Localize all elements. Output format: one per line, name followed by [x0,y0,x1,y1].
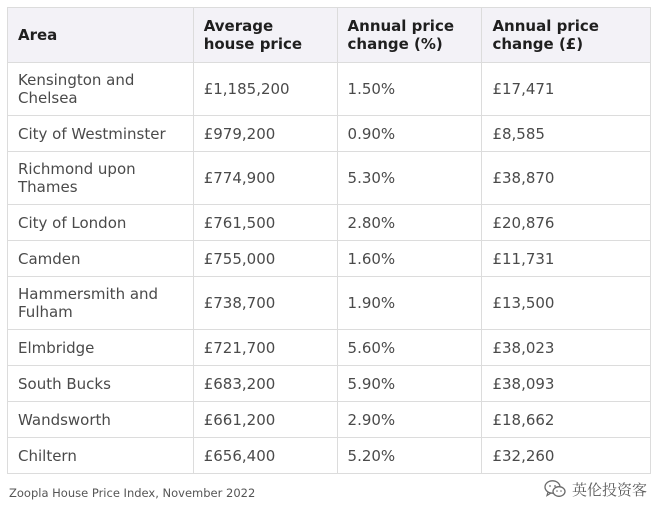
table-row [8,366,651,402]
cell-change-percent: 5.60% [337,330,482,366]
watermark-text: 英伦投资客 [571,480,647,499]
wechat-icon [544,479,566,499]
cell-change-gbp: £20,876 [482,205,651,241]
cell-change-gbp: £38,870 [482,152,651,205]
cell-average-price: £774,900 [193,152,337,205]
table-row [8,116,651,152]
cell-change-percent: 2.90% [337,402,482,438]
cell-average-price: £738,700 [193,277,337,330]
cell-area: Chiltern [8,438,194,474]
watermark [544,476,647,502]
table-row [8,277,651,330]
cell-area: City of Westminster [8,116,194,152]
house-price-table [7,7,651,474]
cell-change-gbp: £38,093 [482,366,651,402]
cell-change-percent: 5.30% [337,152,482,205]
cell-change-gbp: £17,471 [482,63,651,116]
table-row [8,438,651,474]
cell-change-gbp: £8,585 [482,116,651,152]
cell-change-percent: 1.60% [337,241,482,277]
cell-area: City of London [8,205,194,241]
cell-area: Elmbridge [8,330,194,366]
source-caption: Zoopla House Price Index, November 2022 [9,486,256,500]
cell-change-percent: 2.80% [337,205,482,241]
header-annual-change-gbp: Annual price change (£) [482,8,651,63]
cell-average-price: £661,200 [193,402,337,438]
table-row [8,205,651,241]
cell-change-gbp: £13,500 [482,277,651,330]
cell-change-percent: 5.90% [337,366,482,402]
cell-change-percent: 1.90% [337,277,482,330]
cell-change-gbp: £32,260 [482,438,651,474]
table-header-row [8,8,651,63]
table-row [8,330,651,366]
table-row [8,241,651,277]
cell-change-gbp: £38,023 [482,330,651,366]
cell-average-price: £683,200 [193,366,337,402]
cell-change-percent: 5.20% [337,438,482,474]
cell-average-price: £1,185,200 [193,63,337,116]
cell-area: South Bucks [8,366,194,402]
cell-area: Richmond upon Thames [8,152,194,205]
cell-change-gbp: £11,731 [482,241,651,277]
cell-average-price: £656,400 [193,438,337,474]
table-row [8,402,651,438]
table-row [8,152,651,205]
cell-average-price: £979,200 [193,116,337,152]
cell-average-price: £755,000 [193,241,337,277]
cell-change-percent: 1.50% [337,63,482,116]
table-row [8,63,651,116]
cell-change-gbp: £18,662 [482,402,651,438]
cell-average-price: £721,700 [193,330,337,366]
cell-area: Kensington and Chelsea [8,63,194,116]
cell-area: Hammersmith and Fulham [8,277,194,330]
cell-area: Camden [8,241,194,277]
cell-average-price: £761,500 [193,205,337,241]
header-annual-change-percent: Annual price change (%) [337,8,482,63]
header-area: Area [8,8,194,63]
header-average-price: Average house price [193,8,337,63]
cell-change-percent: 0.90% [337,116,482,152]
cell-area: Wandsworth [8,402,194,438]
